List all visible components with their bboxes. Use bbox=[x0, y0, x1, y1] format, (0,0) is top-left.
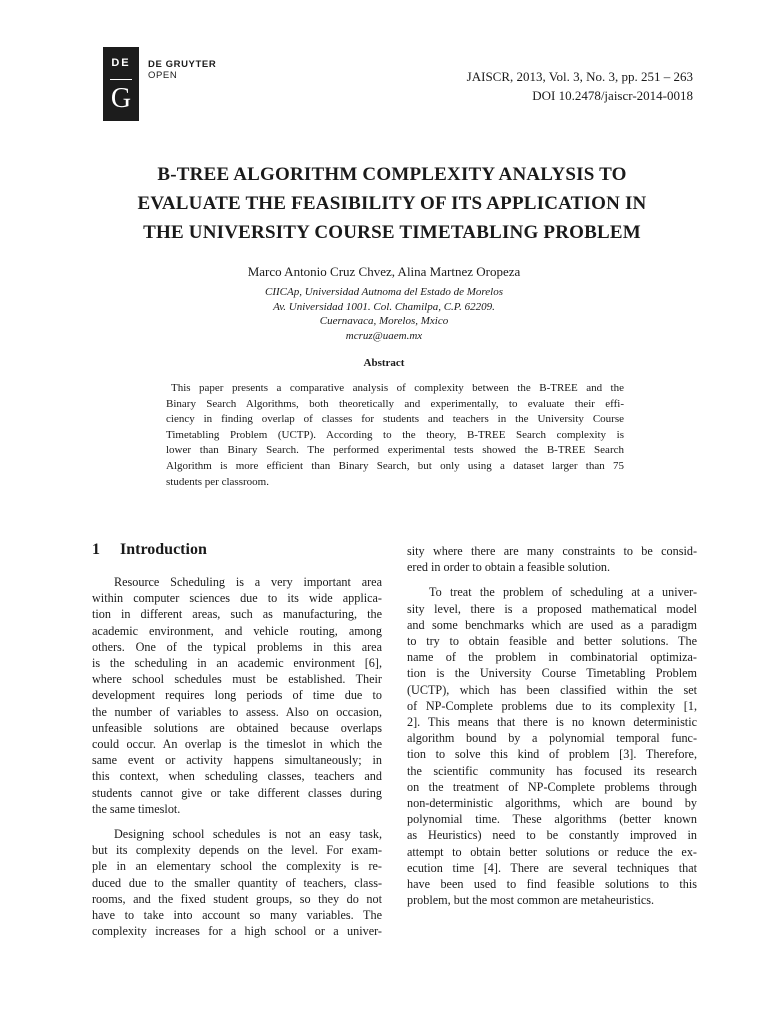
body-line: ered in order to obtain a feasible solution. bbox=[407, 560, 611, 575]
body-line: polynomial time. These algorithms (better known bbox=[407, 812, 697, 827]
paragraph-gap bbox=[407, 575, 697, 584]
body-line: algorithm bound by a polynomial temporal func- bbox=[407, 731, 697, 746]
logo-g-text: G bbox=[110, 83, 132, 114]
body-line: the same timeslot. bbox=[92, 801, 181, 816]
body-line: have to take into account so many variables. The bbox=[92, 908, 382, 923]
body-line: rooms, and the fixed student groups, so they do not bbox=[92, 891, 382, 906]
body-line: ple in an elementary school the complexity is re- bbox=[92, 859, 382, 874]
body-line: to try to obtain feasible and better solutions. The bbox=[407, 634, 697, 649]
body-line: Resource Scheduling is a very important area bbox=[114, 575, 382, 589]
body-line: development requires long periods of time due to bbox=[92, 688, 382, 703]
journal-info bbox=[467, 67, 693, 105]
authors: Marco Antonio Cruz Chvez, Alina Martnez Oropeza bbox=[247, 264, 521, 279]
paragraph-gap bbox=[92, 817, 382, 826]
body-line: sity where there are many constraints to be consid- bbox=[407, 544, 697, 558]
logo-divider bbox=[110, 79, 132, 80]
body-line: tion to solve this kind of problem [3]. Therefore, bbox=[407, 747, 697, 762]
body-line: sity level, there is a proposed mathematical model bbox=[407, 601, 697, 616]
body-line: is the scheduling in an academic environment [6], bbox=[92, 656, 382, 671]
body-line: as Heuristics) need to be constantly improved in bbox=[407, 828, 697, 843]
body-line: (UCTP), which has been classified within the set bbox=[407, 682, 697, 697]
right-column bbox=[407, 543, 697, 908]
abstract-line: This paper presents a comparative analysis of complexity between the B-TREE and the bbox=[171, 382, 624, 394]
body-line: same event or activity happens simultaneously; in bbox=[92, 753, 382, 768]
section-number: 1 bbox=[92, 541, 100, 558]
body-line: the number of variables to assess. Also on occasion, bbox=[92, 704, 382, 719]
body-line: on the treatment of NP-Complete problems through bbox=[407, 779, 697, 794]
body-line: problem, but the most common are metaheuristics. bbox=[407, 893, 655, 908]
title-line: B-TREE ALGORITHM COMPLEXITY ANALYSIS TO bbox=[157, 164, 627, 185]
abstract-line: Binary Search Algorithms, both theoretically and experimentally, to evaluate their effi- bbox=[166, 397, 624, 410]
affiliation-line: Av. Universidad 1001. Col. Chamilpa, C.P. 62209. bbox=[273, 300, 495, 313]
body-line: 2]. This means that there is no known deterministic bbox=[407, 715, 697, 730]
body-line: have been used to find feasible solutions to this bbox=[407, 877, 697, 892]
body-line: name of the problem in combinatorial optimiza- bbox=[407, 650, 697, 665]
section-title: Introduction bbox=[120, 541, 207, 558]
body-line: non-deterministic algorithms, which are bound by bbox=[407, 796, 697, 811]
abstract-line: lower than Binary Search. The performed experimental tests showed the B-TREE Search bbox=[166, 444, 624, 457]
body-line: unfeasible solutions are obtained because overlaps bbox=[92, 720, 382, 735]
body-line: within computer sciences due to its wide applica- bbox=[92, 591, 382, 606]
author-email: mcruz@uaem.mx bbox=[345, 330, 423, 343]
body-line: but its complexity depends on the level. For exam- bbox=[92, 843, 382, 858]
body-line: and some benchmarks which are used as a paradigm bbox=[407, 617, 697, 632]
body-line: complexity increases for a high school or a univer- bbox=[92, 924, 382, 939]
logo-de-text: DE bbox=[111, 57, 131, 69]
publisher-line-1: DE GRUYTER bbox=[148, 59, 217, 70]
title-line: THE UNIVERSITY COURSE TIMETABLING PROBLEM bbox=[143, 222, 641, 243]
body-line: of NP-Complete problems due to its complexity [1, bbox=[407, 698, 697, 713]
body-line: attempt to obtain better solutions or reduce the ex- bbox=[407, 844, 697, 859]
abstract-heading: Abstract bbox=[363, 357, 405, 369]
body-line: tion is the University Course Timetabling Problem bbox=[407, 666, 697, 681]
body-line: Designing school schedules is not an easy task, bbox=[114, 827, 382, 842]
abstract-line: students per classroom. bbox=[166, 475, 269, 488]
journal-citation: JAISCR, 2013, Vol. 3, No. 3, pp. 251 – 263 bbox=[466, 69, 693, 84]
title-line: EVALUATE THE FEASIBILITY OF ITS APPLICATION IN bbox=[137, 193, 647, 214]
body-line: this context, when scheduling classes, teachers and bbox=[92, 769, 382, 784]
body-line: others. One of the typical problems in this area bbox=[92, 639, 382, 654]
body-line: students cannot give or take different classes during bbox=[92, 785, 382, 800]
affiliation bbox=[0, 285, 768, 344]
journal-doi: DOI 10.2478/jaiscr-2014-0018 bbox=[532, 88, 693, 103]
affiliation-line: Cuernavaca, Morelos, Mxico bbox=[319, 315, 449, 328]
publisher-logo bbox=[103, 47, 139, 121]
paper-title bbox=[60, 160, 724, 247]
publisher-line-2: OPEN bbox=[148, 70, 178, 81]
abstract-line: Timetabling Problem (UCTP). According to the theory, B-TREE Search complexity is bbox=[166, 428, 624, 441]
body-line: duced due to the smaller quantity of teachers, class- bbox=[92, 875, 382, 890]
body-line: could occur. An overlap is the timeslot in which the bbox=[92, 737, 382, 752]
affiliation-line: CIICAp, Universidad Autnoma del Estado de Morelos bbox=[264, 286, 503, 298]
body-line: To treat the problem of scheduling at a univer- bbox=[429, 585, 697, 600]
left-column bbox=[92, 574, 382, 939]
body-line: where school schedules must be established. Their bbox=[92, 672, 382, 687]
body-line: the scientific community has focused its research bbox=[407, 763, 697, 778]
section-heading bbox=[92, 541, 207, 559]
body-line: tion in different areas, such as manufacturing, the bbox=[92, 607, 382, 622]
abstract-line: Algorithm is more efficient than Binary Search, but only using a dataset larger than 75 bbox=[166, 459, 624, 472]
body-line: academic environment, and vehicle routing, among bbox=[92, 623, 382, 638]
body-line: ecution time [4]. There are several techniques that bbox=[407, 860, 697, 875]
abstract-body bbox=[166, 381, 624, 490]
publisher-name bbox=[148, 59, 216, 81]
abstract-line: ciency in finding overlap of classes for students and teachers in the University Course bbox=[166, 413, 624, 426]
